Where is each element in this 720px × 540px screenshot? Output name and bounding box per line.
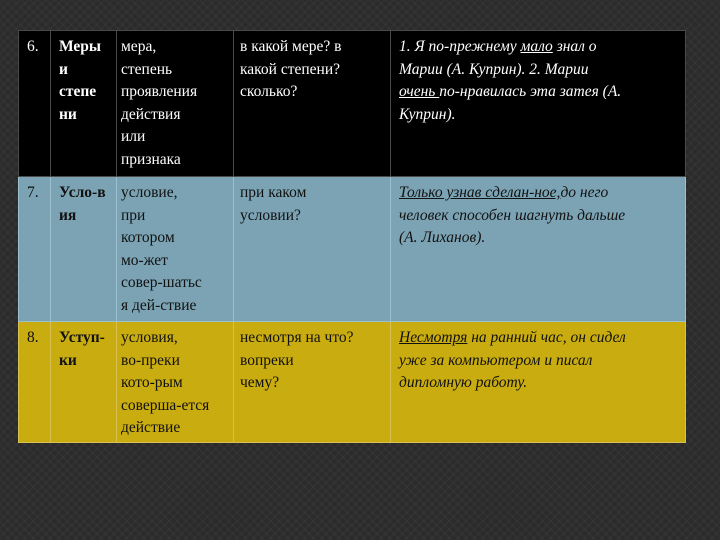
table-row (19, 31, 686, 177)
row-number: 7. (19, 177, 51, 322)
definition-cell: мера, степень проявления действия или признака (117, 31, 234, 177)
row-number: 8. (19, 322, 51, 443)
table-row (19, 322, 686, 443)
questions-cell: в какой мере? в какой степени? сколько? (234, 31, 391, 177)
adverbial-type-name: Усло-в ия (51, 177, 117, 322)
questions-cell: при каком условии? (234, 177, 391, 322)
example-cell: 1. Я по-прежнему мало знал о Марии (А. Куприн). 2. Марии очень по-нравилась эта затея (А. Куприн). (391, 31, 686, 177)
example-cell: Только узнав сделан-ное,до него человек способен шагнуть дальше (А. Лиханов). (391, 177, 686, 322)
definition-cell: условия, во-преки кото-рым соверша-ется действие (117, 322, 234, 443)
row-number: 6. (19, 31, 51, 177)
table-row (19, 177, 686, 322)
questions-cell: несмотря на что? вопреки чему? (234, 322, 391, 443)
definition-cell: условие, при котором мо-жет совер-шатьс я дей-ствие (117, 177, 234, 322)
adverbial-types-table (18, 30, 686, 443)
adverbial-type-name: Уступ- ки (51, 322, 117, 443)
adverbial-type-name: Меры и степе ни (51, 31, 117, 177)
example-cell: Несмотря на ранний час, он сидел уже за компьютером и писал дипломную работу. (391, 322, 686, 443)
